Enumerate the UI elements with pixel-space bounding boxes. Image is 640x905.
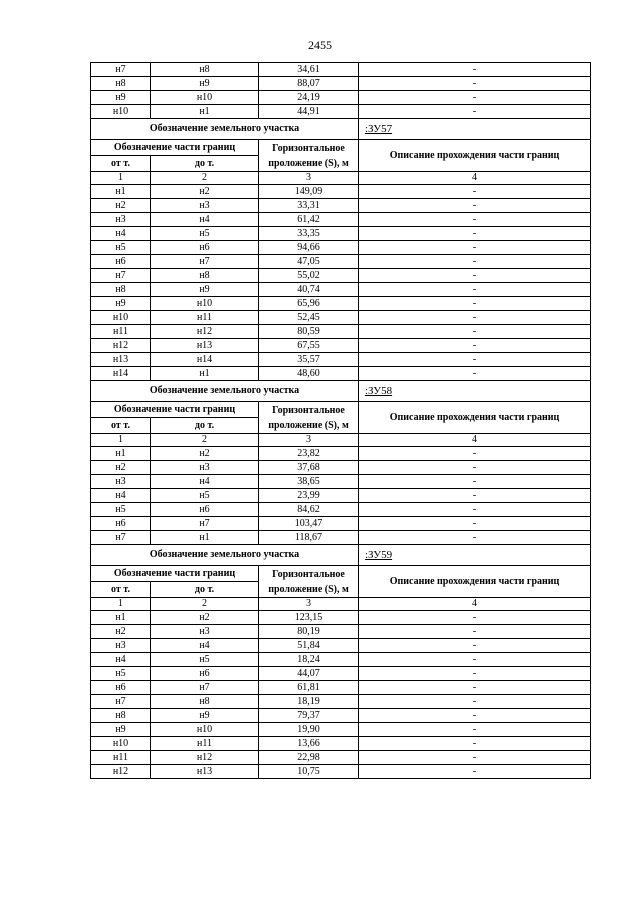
from-point-cell: н3 [91, 475, 151, 489]
from-point-header: от т. [91, 156, 151, 172]
length-cell: 61,42 [259, 213, 359, 227]
length-cell: 35,57 [259, 353, 359, 367]
description-cell: - [359, 653, 591, 667]
from-point-cell: н4 [91, 653, 151, 667]
description-header: Описание прохождения части границ [359, 140, 591, 172]
plot-id: :ЗУ57 [359, 119, 591, 140]
from-point-cell: н12 [91, 765, 151, 779]
description-cell: - [359, 227, 591, 241]
to-point-cell: н7 [151, 681, 259, 695]
to-point-cell: н4 [151, 213, 259, 227]
description-cell: - [359, 517, 591, 531]
to-point-cell: н11 [151, 737, 259, 751]
description-cell: - [359, 105, 591, 119]
description-cell: - [359, 185, 591, 199]
description-cell: - [359, 91, 591, 105]
plot-id: :ЗУ59 [359, 545, 591, 566]
to-point-cell: н12 [151, 751, 259, 765]
description-cell: - [359, 325, 591, 339]
length-cell: 24,19 [259, 91, 359, 105]
table-row [91, 461, 591, 475]
length-cell: 103,47 [259, 517, 359, 531]
table-row [91, 269, 591, 283]
from-point-cell: н14 [91, 367, 151, 381]
from-point-cell: н1 [91, 185, 151, 199]
table-row [91, 639, 591, 653]
length-cell: 47,05 [259, 255, 359, 269]
to-point-cell: н4 [151, 639, 259, 653]
part-designation-header: Обозначение части границ [91, 566, 259, 582]
from-point-cell: н1 [91, 447, 151, 461]
to-point-cell: н10 [151, 297, 259, 311]
to-point-cell: н10 [151, 723, 259, 737]
table-row [91, 199, 591, 213]
description-cell: - [359, 63, 591, 77]
description-cell: - [359, 737, 591, 751]
part-designation-header: Обозначение части границ [91, 140, 259, 156]
column-number: 1 [91, 434, 151, 447]
from-point-cell: н10 [91, 737, 151, 751]
from-point-cell: н7 [91, 695, 151, 709]
length-cell: 84,62 [259, 503, 359, 517]
length-cell: 61,81 [259, 681, 359, 695]
column-number: 1 [91, 598, 151, 611]
from-point-cell: н4 [91, 489, 151, 503]
description-cell: - [359, 353, 591, 367]
table-row [91, 611, 591, 625]
from-point-cell: н9 [91, 723, 151, 737]
length-cell: 51,84 [259, 639, 359, 653]
from-point-cell: н10 [91, 105, 151, 119]
table-row [91, 723, 591, 737]
to-point-cell: н1 [151, 531, 259, 545]
from-point-cell: н4 [91, 227, 151, 241]
description-cell: - [359, 461, 591, 475]
description-cell: - [359, 531, 591, 545]
description-cell: - [359, 367, 591, 381]
length-cell: 118,67 [259, 531, 359, 545]
from-point-cell: н6 [91, 517, 151, 531]
column-number-row [91, 172, 591, 185]
from-point-cell: н13 [91, 353, 151, 367]
from-point-cell: н6 [91, 681, 151, 695]
plot-designation-label: Обозначение земельного участка [91, 381, 359, 402]
column-number: 2 [151, 172, 259, 185]
column-number: 4 [359, 172, 591, 185]
length-cell: 34,61 [259, 63, 359, 77]
table-row [91, 475, 591, 489]
description-cell: - [359, 489, 591, 503]
length-cell: 80,59 [259, 325, 359, 339]
table-row [91, 653, 591, 667]
from-point-cell: н2 [91, 461, 151, 475]
from-point-cell: н5 [91, 241, 151, 255]
to-point-cell: н1 [151, 367, 259, 381]
table-row [91, 709, 591, 723]
plot-header-row [91, 119, 591, 140]
to-point-cell: н12 [151, 325, 259, 339]
to-point-cell: н5 [151, 489, 259, 503]
to-point-cell: н2 [151, 185, 259, 199]
length-cell: 37,68 [259, 461, 359, 475]
table-row [91, 625, 591, 639]
horizontal-length-header: Горизонтальное проложение (S), м [259, 402, 359, 434]
table-row [91, 283, 591, 297]
description-header: Описание прохождения части границ [359, 566, 591, 598]
description-cell: - [359, 311, 591, 325]
to-point-cell: н5 [151, 227, 259, 241]
length-cell: 88,07 [259, 77, 359, 91]
to-point-header: до т. [151, 418, 259, 434]
table-row [91, 77, 591, 91]
to-point-cell: н6 [151, 503, 259, 517]
description-cell: - [359, 709, 591, 723]
length-cell: 23,82 [259, 447, 359, 461]
length-cell: 52,45 [259, 311, 359, 325]
table-row [91, 367, 591, 381]
table-row [91, 503, 591, 517]
length-cell: 67,55 [259, 339, 359, 353]
column-header-row [91, 402, 591, 418]
horizontal-length-header: Горизонтальное проложение (S), м [259, 566, 359, 598]
length-cell: 22,98 [259, 751, 359, 765]
description-cell: - [359, 199, 591, 213]
column-number: 3 [259, 172, 359, 185]
description-cell: - [359, 283, 591, 297]
table-row [91, 91, 591, 105]
table-row [91, 447, 591, 461]
to-point-cell: н8 [151, 269, 259, 283]
to-point-cell: н8 [151, 695, 259, 709]
table-row [91, 695, 591, 709]
length-cell: 44,07 [259, 667, 359, 681]
description-cell: - [359, 255, 591, 269]
length-cell: 38,65 [259, 475, 359, 489]
from-point-cell: н8 [91, 283, 151, 297]
from-point-cell: н5 [91, 667, 151, 681]
description-cell: - [359, 447, 591, 461]
description-cell: - [359, 475, 591, 489]
from-point-cell: н9 [91, 297, 151, 311]
from-point-cell: н10 [91, 311, 151, 325]
table-row [91, 765, 591, 779]
table-row [91, 185, 591, 199]
from-point-cell: н2 [91, 625, 151, 639]
to-point-cell: н1 [151, 105, 259, 119]
column-number: 3 [259, 598, 359, 611]
length-cell: 40,74 [259, 283, 359, 297]
to-point-cell: н5 [151, 653, 259, 667]
table-row [91, 737, 591, 751]
from-point-cell: н11 [91, 751, 151, 765]
table-row [91, 325, 591, 339]
plot-designation-label: Обозначение земельного участка [91, 545, 359, 566]
from-point-cell: н3 [91, 213, 151, 227]
from-point-cell: н11 [91, 325, 151, 339]
to-point-cell: н3 [151, 625, 259, 639]
from-point-cell: н6 [91, 255, 151, 269]
to-point-cell: н13 [151, 765, 259, 779]
column-number: 1 [91, 172, 151, 185]
length-cell: 149,09 [259, 185, 359, 199]
description-cell: - [359, 503, 591, 517]
description-cell: - [359, 751, 591, 765]
length-cell: 18,19 [259, 695, 359, 709]
to-point-cell: н13 [151, 339, 259, 353]
to-point-cell: н7 [151, 517, 259, 531]
column-header-row [91, 566, 591, 582]
to-point-cell: н9 [151, 77, 259, 91]
description-header: Описание прохождения части границ [359, 402, 591, 434]
from-point-cell: н3 [91, 639, 151, 653]
column-number-row [91, 434, 591, 447]
column-number-row [91, 598, 591, 611]
to-point-cell: н3 [151, 199, 259, 213]
to-point-cell: н6 [151, 667, 259, 681]
length-cell: 23,99 [259, 489, 359, 503]
to-point-cell: н11 [151, 311, 259, 325]
column-number: 2 [151, 434, 259, 447]
length-cell: 13,66 [259, 737, 359, 751]
from-point-cell: н8 [91, 77, 151, 91]
length-cell: 79,37 [259, 709, 359, 723]
table-row [91, 255, 591, 269]
to-point-cell: н3 [151, 461, 259, 475]
to-point-header: до т. [151, 582, 259, 598]
table-row [91, 353, 591, 367]
from-point-cell: н8 [91, 709, 151, 723]
plot-header-row [91, 381, 591, 402]
table-row [91, 311, 591, 325]
table-row [91, 489, 591, 503]
length-cell: 48,60 [259, 367, 359, 381]
length-cell: 94,66 [259, 241, 359, 255]
boundary-table [90, 62, 591, 779]
from-point-header: от т. [91, 418, 151, 434]
table-row [91, 517, 591, 531]
table-row [91, 297, 591, 311]
to-point-cell: н2 [151, 447, 259, 461]
description-cell: - [359, 297, 591, 311]
part-designation-header: Обозначение части границ [91, 402, 259, 418]
column-number: 4 [359, 598, 591, 611]
length-cell: 10,75 [259, 765, 359, 779]
length-cell: 123,15 [259, 611, 359, 625]
description-cell: - [359, 695, 591, 709]
from-point-cell: н2 [91, 199, 151, 213]
table-row [91, 339, 591, 353]
from-point-cell: н9 [91, 91, 151, 105]
length-cell: 33,35 [259, 227, 359, 241]
column-number: 4 [359, 434, 591, 447]
table-row [91, 227, 591, 241]
plot-designation-label: Обозначение земельного участка [91, 119, 359, 140]
table-row [91, 213, 591, 227]
table-row [91, 751, 591, 765]
length-cell: 33,31 [259, 199, 359, 213]
from-point-cell: н7 [91, 63, 151, 77]
to-point-cell: н9 [151, 283, 259, 297]
length-cell: 18,24 [259, 653, 359, 667]
to-point-cell: н9 [151, 709, 259, 723]
to-point-cell: н14 [151, 353, 259, 367]
description-cell: - [359, 213, 591, 227]
table-row [91, 667, 591, 681]
page-number: 2455 [308, 38, 332, 52]
description-cell: - [359, 667, 591, 681]
from-point-cell: н5 [91, 503, 151, 517]
length-cell: 19,90 [259, 723, 359, 737]
table-row [91, 681, 591, 695]
description-cell: - [359, 765, 591, 779]
to-point-cell: н8 [151, 63, 259, 77]
description-cell: - [359, 723, 591, 737]
plot-id: :ЗУ58 [359, 381, 591, 402]
length-cell: 65,96 [259, 297, 359, 311]
from-point-cell: н7 [91, 269, 151, 283]
length-cell: 55,02 [259, 269, 359, 283]
length-cell: 44,91 [259, 105, 359, 119]
plot-header-row [91, 545, 591, 566]
to-point-cell: н4 [151, 475, 259, 489]
to-point-cell: н2 [151, 611, 259, 625]
from-point-cell: н7 [91, 531, 151, 545]
from-point-header: от т. [91, 582, 151, 598]
from-point-cell: н1 [91, 611, 151, 625]
table-row [91, 531, 591, 545]
to-point-header: до т. [151, 156, 259, 172]
to-point-cell: н10 [151, 91, 259, 105]
description-cell: - [359, 269, 591, 283]
from-point-cell: н12 [91, 339, 151, 353]
description-cell: - [359, 241, 591, 255]
description-cell: - [359, 611, 591, 625]
horizontal-length-header: Горизонтальное проложение (S), м [259, 140, 359, 172]
description-cell: - [359, 639, 591, 653]
boundary-table-body [91, 63, 591, 779]
to-point-cell: н6 [151, 241, 259, 255]
column-number: 3 [259, 434, 359, 447]
table-row [91, 105, 591, 119]
description-cell: - [359, 77, 591, 91]
description-cell: - [359, 681, 591, 695]
description-cell: - [359, 625, 591, 639]
length-cell: 80,19 [259, 625, 359, 639]
to-point-cell: н7 [151, 255, 259, 269]
column-number: 2 [151, 598, 259, 611]
table-row [91, 63, 591, 77]
table-row [91, 241, 591, 255]
column-header-row [91, 140, 591, 156]
description-cell: - [359, 339, 591, 353]
